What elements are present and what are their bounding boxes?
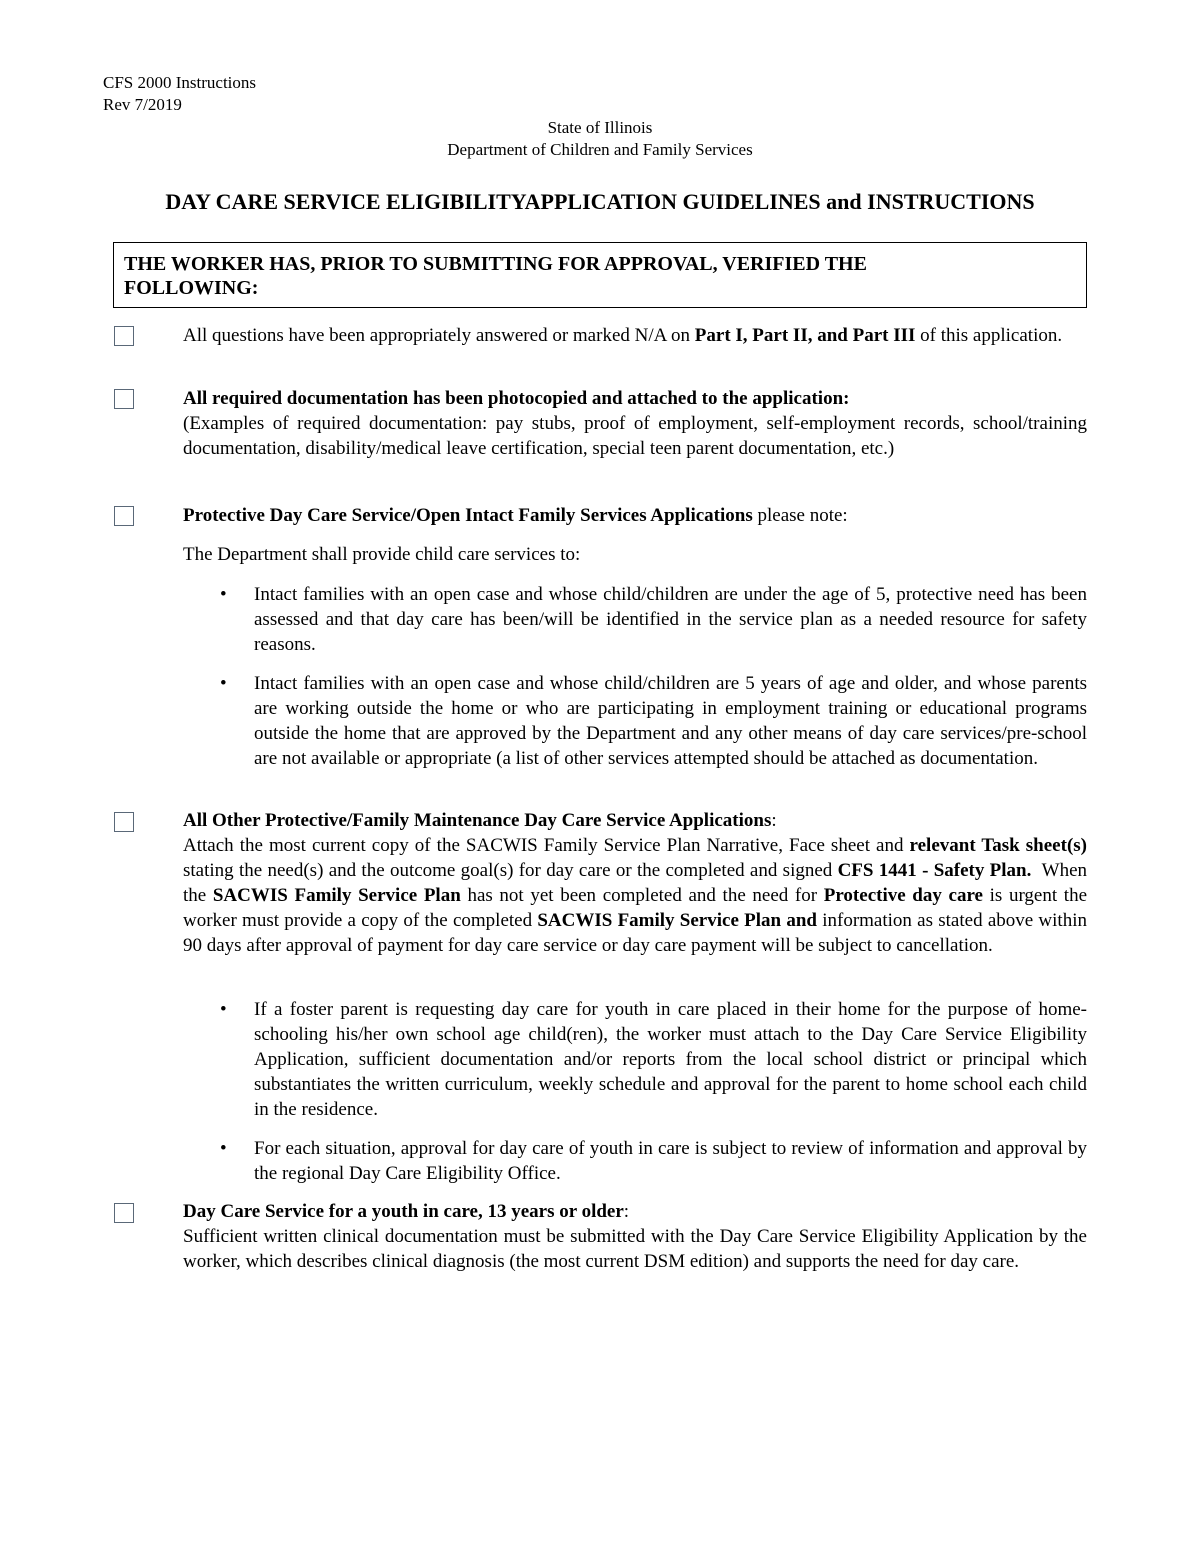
list-item — [220, 582, 1087, 657]
bullet-glyph: • — [220, 584, 227, 605]
item-4-s4: has not yet been completed and the need for — [460, 885, 824, 906]
item-4-s2: stating the need(s) and the outcome goal(s) for day care or the completed and signed — [183, 860, 838, 881]
item-questions-answered — [183, 323, 1087, 348]
item-1-text: All questions have been appropriately answered or marked N/A on — [183, 325, 695, 346]
checkbox-documentation-attached[interactable] — [114, 389, 134, 409]
item-4-s5: is urgent the worker must provide a copy of the completed — [183, 885, 1087, 931]
verification-banner — [113, 242, 1087, 308]
item-4-s2b: CFS 1441 - Safety Plan. — [837, 860, 1032, 881]
item-other-protective-family-maintenance — [183, 808, 1092, 958]
item-documentation-attached — [183, 386, 1087, 461]
checkbox-protective-intact-family[interactable] — [114, 506, 134, 526]
item-5-body: Sufficient written clinical documentation must be submitted with the Day Care Service Eligibility Application by the worker, which describes clinical diagnosis (the most current DSM edition) and supports the need for day care. — [183, 1226, 1087, 1272]
item-3-bullet-1: Intact families with an open case and whose child/children are under the age of 5, protective need has been assessed and that day care has been/will be identified in the service plan as a needed resource for safety reasons. — [254, 584, 1087, 655]
list-item — [220, 671, 1087, 771]
form-id: CFS 2000 Instructions — [103, 73, 257, 92]
item-4-s4b: Protective day care — [823, 885, 983, 906]
checkbox-youth-13-or-older[interactable] — [114, 1203, 134, 1223]
department-name: Department of Children and Family Services — [447, 140, 753, 159]
item-protective-intact-family — [183, 503, 1087, 528]
item-1-parts: Part I, Part II, and Part III — [694, 325, 916, 346]
item-1-end: of this application. — [915, 325, 1063, 346]
list-item — [220, 1136, 1087, 1186]
item-youth-13-or-older — [183, 1199, 1087, 1274]
item-4-s3: When the — [183, 860, 1092, 906]
item-5-heading: Day Care Service for a youth in care, 13 years or older — [183, 1201, 624, 1222]
item-2-body: (Examples of required documentation: pay stubs, proof of employment, self-employment records, school/training documentation, disability/medical leave certification, special teen parent documentation, etc.) — [183, 413, 1087, 459]
item-4-body — [183, 833, 1092, 958]
item-4-s6: information as stated above within 90 days after approval of payment for day care service or day care payment will be subject to cancellation. — [183, 910, 1087, 956]
item-5-heading-tail: : — [623, 1201, 630, 1222]
item-4-bullet-1: If a foster parent is requesting day care for youth in care placed in their home for the purpose of home-schooling his/her own school age child(ren), the worker must attach to the Day Care Service Eligibility Application, sufficient documentation and/or reports from the local school district or principal which substantiates the written curriculum, weekly schedule and approval for the parent to home school each child in the residence. — [254, 999, 1087, 1120]
item-3-bullet-2: Intact families with an open case and whose child/children are 5 years of age and older, and whose parents are working outside the home or who are participating in employment training or educational programs outside the home that are approved by the Department and any other means of day care services/pre-school are not available or appropriate (a list of other services attempted should be attached as documentation. — [254, 673, 1087, 769]
item-4-s1b: relevant Task sheet(s) — [909, 835, 1087, 856]
list-item — [220, 997, 1087, 1122]
item-4-bullet-2: For each situation, approval for day care of youth in care is subject to review of information and approval by the regional Day Care Eligibility Office. — [254, 1138, 1087, 1184]
item-4-heading-tail: : — [771, 810, 777, 831]
item-3-intro: The Department shall provide child care services to: — [183, 544, 581, 565]
document-title: DAY CARE SERVICE ELIGIBILITYAPPLICATION GUIDELINES and INSTRUCTIONS — [165, 189, 1035, 214]
item-4-heading: All Other Protective/Family Maintenance Day Care Service Applications — [183, 810, 772, 831]
checkbox-other-protective-family-maintenance[interactable] — [114, 812, 134, 832]
bullet-glyph: • — [220, 1138, 227, 1159]
item-3-heading-tail: please note: — [752, 505, 848, 526]
banner-line-1: THE WORKER HAS, PRIOR TO SUBMITTING FOR APPROVAL, VERIFIED THE — [124, 253, 867, 275]
state-name: State of Illinois — [547, 118, 653, 137]
item-2-heading: All required documentation has been photocopied and attached to the application: — [183, 388, 850, 409]
form-revision: Rev 7/2019 — [103, 95, 182, 114]
form-header — [103, 72, 256, 116]
bullet-glyph: • — [220, 673, 227, 694]
item-4-s3b: SACWIS Family Service Plan — [212, 885, 461, 906]
item-3-heading: Protective Day Care Service/Open Intact Family Services Applications — [183, 505, 753, 526]
item-4-s1: Attach the most current copy of the SACWIS Family Service Plan Narrative, Face sheet and — [183, 835, 910, 856]
bullet-glyph: • — [220, 999, 227, 1020]
checkbox-questions-answered[interactable] — [114, 326, 134, 346]
banner-line-2: FOLLOWING: — [124, 277, 259, 299]
agency-block — [0, 117, 1200, 161]
item-4-s5b: SACWIS Family Service Plan and — [537, 910, 817, 931]
